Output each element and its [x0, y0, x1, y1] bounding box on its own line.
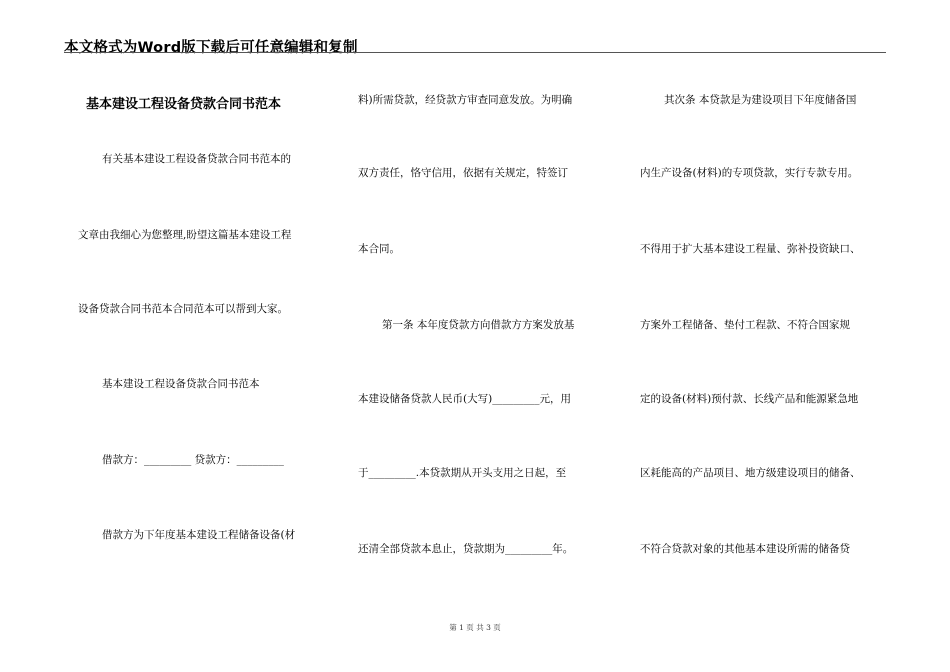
column-right	[640, 0, 890, 672]
paragraph-line: 于_________.本贷款期从开头支用之日起，至	[358, 467, 567, 479]
paragraph-line: 借款方为下年度基本建设工程储备设备(材	[102, 529, 296, 541]
paragraph-line: 文章由我细心为您整理,盼望这篇基本建设工程	[78, 229, 292, 241]
paragraph-line: 料)所需贷款，经贷款方审查同意发放。为明确	[358, 94, 573, 106]
page-number: 第 1 页 共 3 页	[449, 623, 501, 632]
paragraph-line: 借款方：_________ 贷款方：_________	[102, 454, 284, 466]
paragraph-line: 不得用于扩大基本建设工程量、弥补投资缺口、	[640, 243, 861, 255]
paragraph-line: 区耗能高的产品项目、地方级建设项目的储备、	[640, 467, 861, 479]
paragraph-line: 定的设备(材料)预付款、长线产品和能源紧急地	[640, 393, 859, 405]
paragraph-line: 本建设储备贷款人民币(大写)_________元，用	[358, 393, 571, 405]
column-middle	[358, 0, 610, 672]
paragraph-line: 设备贷款合同书范本合同范本可以帮到大家。	[78, 303, 288, 315]
paragraph-line: 内生产设备(材料)的专项贷款，实行专款专用。	[640, 167, 859, 179]
paragraph-line: 方案外工程储备、垫付工程款、不符合国家规	[640, 319, 850, 331]
paragraph-line: 有关基本建设工程设备贷款合同书范本的	[102, 153, 291, 165]
paragraph-line: 不符合贷款对象的其他基本建设所需的储备贷	[640, 543, 850, 555]
document-title: 基本建设工程设备贷款合同书范本	[86, 97, 282, 112]
column-left	[78, 0, 328, 672]
paragraph-line: 基本建设工程设备贷款合同书范本	[102, 378, 260, 390]
header-text: 本文格式为Word版下载后可任意编辑和复制	[64, 40, 358, 56]
paragraph-line: 第一条 本年度贷款方向借款方方案发放基	[382, 319, 575, 331]
paragraph-line: 本合同。	[358, 243, 400, 255]
paragraph-line: 还清全部贷款本息止，贷款期为_________年。	[358, 543, 574, 555]
paragraph-line: 双方责任，恪守信用，依据有关规定，特签订	[358, 167, 568, 179]
paragraph-line: 其次条 本贷款是为建设项目下年度储备国	[664, 94, 857, 106]
